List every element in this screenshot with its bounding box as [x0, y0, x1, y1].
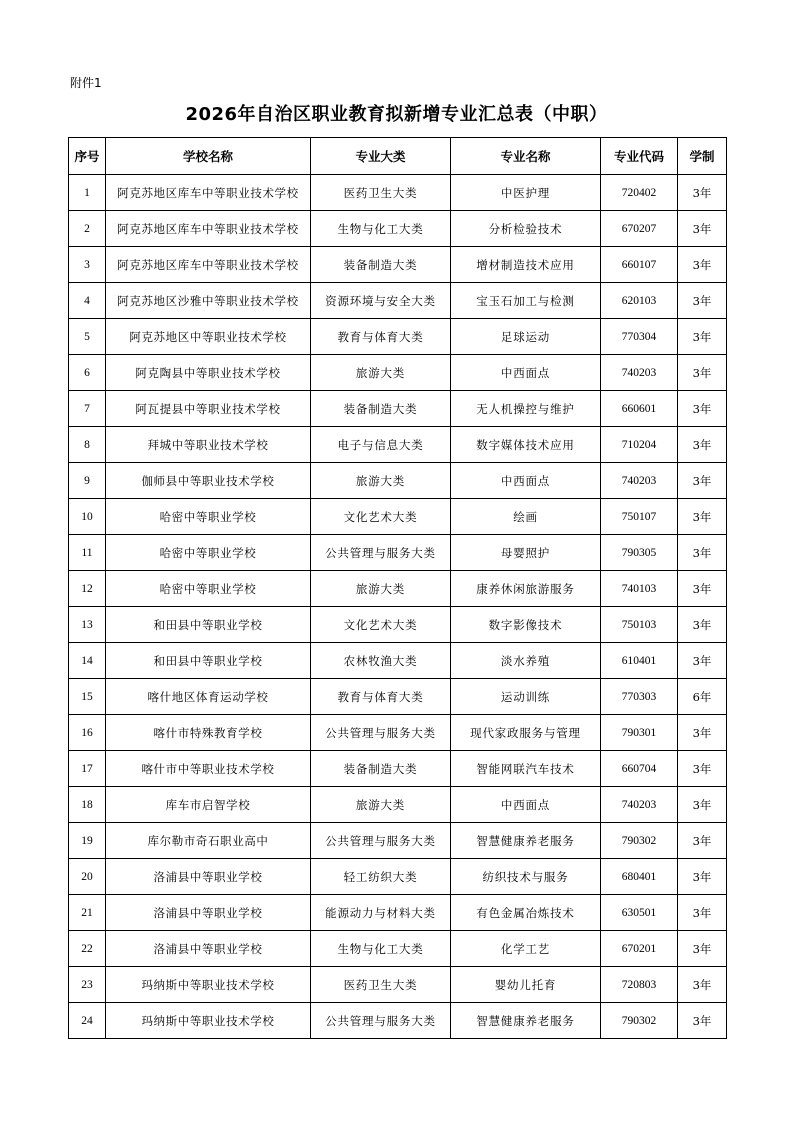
- seq-cell: 13: [69, 607, 106, 643]
- seq-cell: 20: [69, 859, 106, 895]
- major-code-cell: 790302: [601, 823, 678, 859]
- major-code-cell: 750103: [601, 607, 678, 643]
- school-name-cell: 阿克苏地区中等职业技术学校: [106, 319, 311, 355]
- table-body: [69, 175, 727, 1039]
- school-name-cell: 玛纳斯中等职业技术学校: [106, 1003, 311, 1039]
- seq-cell: 4: [69, 283, 106, 319]
- major-name-cell: 绘画: [451, 499, 601, 535]
- seq-cell: 11: [69, 535, 106, 571]
- duration-cell: 3年: [678, 1003, 727, 1039]
- table-row: [69, 715, 727, 751]
- table-row: [69, 463, 727, 499]
- major-name-cell: 淡水养殖: [451, 643, 601, 679]
- category-cell: 旅游大类: [311, 571, 451, 607]
- school-name-cell: 阿克苏地区库车中等职业技术学校: [106, 247, 311, 283]
- category-cell: 旅游大类: [311, 463, 451, 499]
- school-name-cell: 玛纳斯中等职业技术学校: [106, 967, 311, 1003]
- major-code-cell: 620103: [601, 283, 678, 319]
- major-code-cell: 790305: [601, 535, 678, 571]
- major-code-cell: 660107: [601, 247, 678, 283]
- school-name-cell: 洛浦县中等职业学校: [106, 931, 311, 967]
- header-duration: 学制: [678, 138, 727, 175]
- table-row: [69, 931, 727, 967]
- duration-cell: 3年: [678, 967, 727, 1003]
- school-name-cell: 和田县中等职业学校: [106, 643, 311, 679]
- table-row: [69, 247, 727, 283]
- major-summary-table: [68, 137, 727, 1039]
- table-row: [69, 499, 727, 535]
- seq-cell: 23: [69, 967, 106, 1003]
- major-name-cell: 母婴照护: [451, 535, 601, 571]
- major-name-cell: 增材制造技术应用: [451, 247, 601, 283]
- table-header-row: [69, 138, 727, 175]
- table-row: [69, 319, 727, 355]
- major-code-cell: 610401: [601, 643, 678, 679]
- table-row: [69, 355, 727, 391]
- major-code-cell: 740103: [601, 571, 678, 607]
- category-cell: 能源动力与材料大类: [311, 895, 451, 931]
- seq-cell: 24: [69, 1003, 106, 1039]
- major-name-cell: 宝玉石加工与检测: [451, 283, 601, 319]
- duration-cell: 3年: [678, 175, 727, 211]
- category-cell: 装备制造大类: [311, 247, 451, 283]
- school-name-cell: 哈密中等职业学校: [106, 499, 311, 535]
- duration-cell: 3年: [678, 355, 727, 391]
- header-major: 专业名称: [451, 138, 601, 175]
- major-name-cell: 智慧健康养老服务: [451, 1003, 601, 1039]
- major-name-cell: 中西面点: [451, 355, 601, 391]
- category-cell: 教育与体育大类: [311, 319, 451, 355]
- header-seq: 序号: [69, 138, 106, 175]
- duration-cell: 3年: [678, 607, 727, 643]
- table-row: [69, 175, 727, 211]
- category-cell: 医药卫生大类: [311, 967, 451, 1003]
- major-code-cell: 710204: [601, 427, 678, 463]
- seq-cell: 12: [69, 571, 106, 607]
- major-code-cell: 720803: [601, 967, 678, 1003]
- seq-cell: 21: [69, 895, 106, 931]
- category-cell: 医药卫生大类: [311, 175, 451, 211]
- seq-cell: 2: [69, 211, 106, 247]
- table-row: [69, 823, 727, 859]
- category-cell: 装备制造大类: [311, 391, 451, 427]
- seq-cell: 17: [69, 751, 106, 787]
- category-cell: 装备制造大类: [311, 751, 451, 787]
- page-title: 2026年自治区职业教育拟新增专业汇总表（中职）: [185, 104, 608, 125]
- seq-cell: 15: [69, 679, 106, 715]
- school-name-cell: 拜城中等职业技术学校: [106, 427, 311, 463]
- school-name-cell: 洛浦县中等职业学校: [106, 895, 311, 931]
- table-row: [69, 859, 727, 895]
- school-name-cell: 阿克苏地区沙雅中等职业技术学校: [106, 283, 311, 319]
- duration-cell: 3年: [678, 571, 727, 607]
- major-name-cell: 智能网联汽车技术: [451, 751, 601, 787]
- duration-cell: 3年: [678, 895, 727, 931]
- major-name-cell: 无人机操控与维护: [451, 391, 601, 427]
- category-cell: 生物与化工大类: [311, 931, 451, 967]
- major-code-cell: 630501: [601, 895, 678, 931]
- category-cell: 电子与信息大类: [311, 427, 451, 463]
- table-row: [69, 787, 727, 823]
- table-row: [69, 751, 727, 787]
- category-cell: 轻工纺织大类: [311, 859, 451, 895]
- duration-cell: 3年: [678, 859, 727, 895]
- school-name-cell: 哈密中等职业学校: [106, 535, 311, 571]
- major-name-cell: 现代家政服务与管理: [451, 715, 601, 751]
- major-name-cell: 纺织技术与服务: [451, 859, 601, 895]
- duration-cell: 3年: [678, 247, 727, 283]
- seq-cell: 5: [69, 319, 106, 355]
- table-row: [69, 895, 727, 931]
- school-name-cell: 阿克苏地区库车中等职业技术学校: [106, 175, 311, 211]
- category-cell: 旅游大类: [311, 355, 451, 391]
- duration-cell: 3年: [678, 535, 727, 571]
- duration-cell: 3年: [678, 787, 727, 823]
- major-name-cell: 运动训练: [451, 679, 601, 715]
- school-name-cell: 哈密中等职业学校: [106, 571, 311, 607]
- table-row: [69, 535, 727, 571]
- table-row: [69, 967, 727, 1003]
- header-category: 专业大类: [311, 138, 451, 175]
- seq-cell: 10: [69, 499, 106, 535]
- major-code-cell: 750107: [601, 499, 678, 535]
- duration-cell: 3年: [678, 427, 727, 463]
- school-name-cell: 阿克苏地区库车中等职业技术学校: [106, 211, 311, 247]
- seq-cell: 6: [69, 355, 106, 391]
- table-row: [69, 427, 727, 463]
- major-name-cell: 数字影像技术: [451, 607, 601, 643]
- seq-cell: 22: [69, 931, 106, 967]
- school-name-cell: 阿瓦提县中等职业技术学校: [106, 391, 311, 427]
- major-code-cell: 740203: [601, 463, 678, 499]
- duration-cell: 3年: [678, 211, 727, 247]
- seq-cell: 3: [69, 247, 106, 283]
- school-name-cell: 喀什市中等职业技术学校: [106, 751, 311, 787]
- duration-cell: 3年: [678, 391, 727, 427]
- major-name-cell: 有色金属冶炼技术: [451, 895, 601, 931]
- duration-cell: 3年: [678, 463, 727, 499]
- table-row: [69, 1003, 727, 1039]
- major-name-cell: 数字媒体技术应用: [451, 427, 601, 463]
- duration-cell: 3年: [678, 319, 727, 355]
- school-name-cell: 库尔勒市奇石职业高中: [106, 823, 311, 859]
- major-code-cell: 770303: [601, 679, 678, 715]
- category-cell: 公共管理与服务大类: [311, 715, 451, 751]
- major-name-cell: 分析检验技术: [451, 211, 601, 247]
- major-code-cell: 790301: [601, 715, 678, 751]
- duration-cell: 3年: [678, 823, 727, 859]
- major-code-cell: 660601: [601, 391, 678, 427]
- duration-cell: 6年: [678, 679, 727, 715]
- major-code-cell: 770304: [601, 319, 678, 355]
- major-code-cell: 740203: [601, 355, 678, 391]
- category-cell: 公共管理与服务大类: [311, 823, 451, 859]
- major-name-cell: 康养休闲旅游服务: [451, 571, 601, 607]
- seq-cell: 9: [69, 463, 106, 499]
- school-name-cell: 和田县中等职业学校: [106, 607, 311, 643]
- duration-cell: 3年: [678, 283, 727, 319]
- category-cell: 公共管理与服务大类: [311, 535, 451, 571]
- school-name-cell: 喀什地区体育运动学校: [106, 679, 311, 715]
- seq-cell: 7: [69, 391, 106, 427]
- table-row: [69, 643, 727, 679]
- duration-cell: 3年: [678, 751, 727, 787]
- major-code-cell: 740203: [601, 787, 678, 823]
- table-row: [69, 283, 727, 319]
- school-name-cell: 喀什市特殊教育学校: [106, 715, 311, 751]
- header-code: 专业代码: [601, 138, 678, 175]
- header-school: 学校名称: [106, 138, 311, 175]
- table-row: [69, 391, 727, 427]
- major-code-cell: 720402: [601, 175, 678, 211]
- duration-cell: 3年: [678, 931, 727, 967]
- school-name-cell: 伽师县中等职业技术学校: [106, 463, 311, 499]
- category-cell: 旅游大类: [311, 787, 451, 823]
- duration-cell: 3年: [678, 643, 727, 679]
- school-name-cell: 洛浦县中等职业学校: [106, 859, 311, 895]
- major-code-cell: 670207: [601, 211, 678, 247]
- category-cell: 农林牧渔大类: [311, 643, 451, 679]
- major-code-cell: 680401: [601, 859, 678, 895]
- school-name-cell: 库车市启智学校: [106, 787, 311, 823]
- table-row: [69, 211, 727, 247]
- seq-cell: 19: [69, 823, 106, 859]
- major-code-cell: 790302: [601, 1003, 678, 1039]
- major-name-cell: 足球运动: [451, 319, 601, 355]
- major-name-cell: 中西面点: [451, 787, 601, 823]
- category-cell: 生物与化工大类: [311, 211, 451, 247]
- category-cell: 公共管理与服务大类: [311, 1003, 451, 1039]
- seq-cell: 8: [69, 427, 106, 463]
- seq-cell: 1: [69, 175, 106, 211]
- major-name-cell: 婴幼儿托育: [451, 967, 601, 1003]
- major-name-cell: 中西面点: [451, 463, 601, 499]
- category-cell: 资源环境与安全大类: [311, 283, 451, 319]
- seq-cell: 18: [69, 787, 106, 823]
- category-cell: 文化艺术大类: [311, 499, 451, 535]
- seq-cell: 14: [69, 643, 106, 679]
- major-name-cell: 中医护理: [451, 175, 601, 211]
- major-code-cell: 660704: [601, 751, 678, 787]
- school-name-cell: 阿克陶县中等职业技术学校: [106, 355, 311, 391]
- duration-cell: 3年: [678, 499, 727, 535]
- major-name-cell: 化学工艺: [451, 931, 601, 967]
- major-code-cell: 670201: [601, 931, 678, 967]
- category-cell: 教育与体育大类: [311, 679, 451, 715]
- table-row: [69, 679, 727, 715]
- major-name-cell: 智慧健康养老服务: [451, 823, 601, 859]
- attachment-label: 附件1: [70, 76, 102, 90]
- table-row: [69, 571, 727, 607]
- table-row: [69, 607, 727, 643]
- category-cell: 文化艺术大类: [311, 607, 451, 643]
- duration-cell: 3年: [678, 715, 727, 751]
- seq-cell: 16: [69, 715, 106, 751]
